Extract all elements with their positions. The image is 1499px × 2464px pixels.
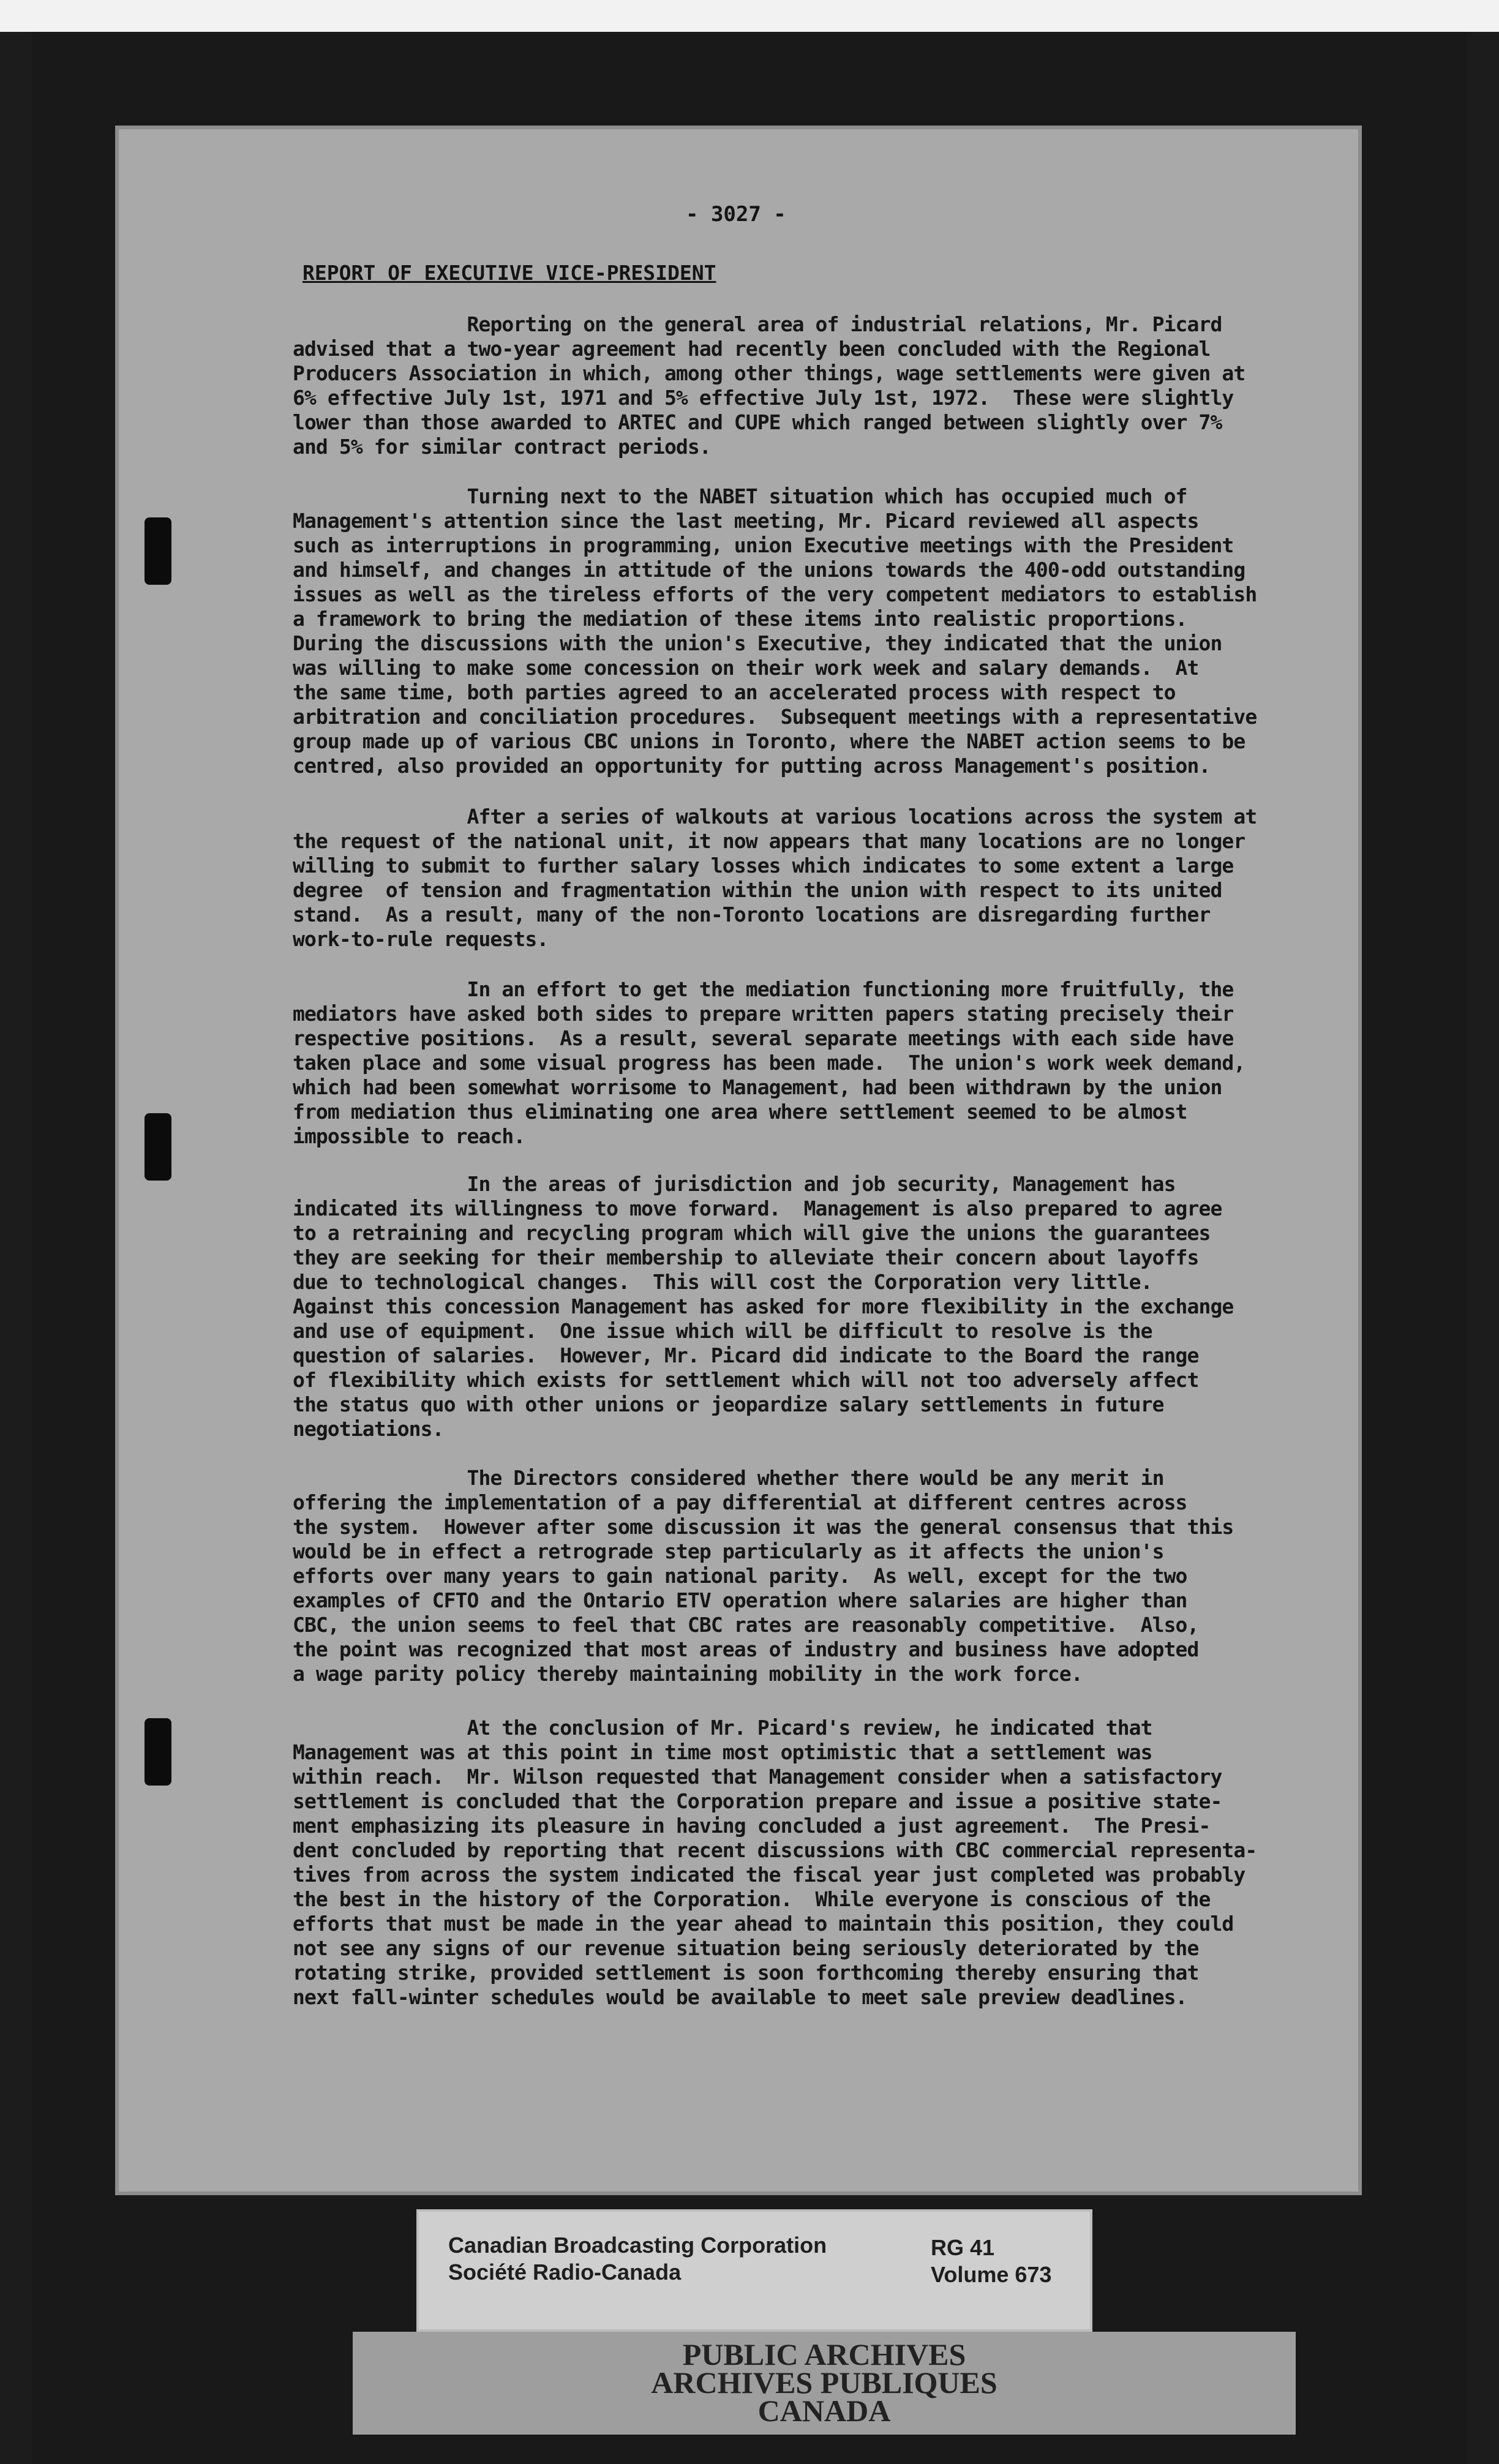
paragraph-5: In the areas of jurisdiction and job security, Management has indicated its willingness to move forward. Management is also prepared to agree to a retraining and recycling program which will give the unions the guarantees they are seeking for their membership to alleviate their concern about layoffs due to technological changes. This will cost the Corporation very little. Against this concession Management has asked for more flexibility in the exchange and use of equipment. One issue which will be difficult to resolve is the question of salaries. However, Mr. Picard did indicate to the Board the range of flexibility which exists for settlement which will not too adversely affect the status quo with other unions or jeopardize salary settlements in future negotiations. (293, 1172, 1234, 1441)
paragraph-7: At the conclusion of Mr. Picard's review, he indicated that Management was at this point in time most optimistic that a settlement was within reach. Mr. Wilson requested that Management consider when a satisfactory settlement is concluded that the Corporation prepare and issue a positive state- ment emphasizing its pleasure in having concluded a just agreement. The Presi- dent concluded by reporting that recent discussions with CBC commercial representa- tives from across the system indicated the fiscal year just completed was probably the best in the history of the Corporation. While everyone is conscious of the efforts that must be made in the year ahead to maintain this position, they could not see any signs of our revenue situation being seriously deteriorated by the rotating strike, provided settlement is soon forthcoming thereby ensuring that next fall-winter schedules would be available to meet sale preview deadlines. (293, 1716, 1257, 2009)
volume-number: Volume 673 (931, 2262, 1052, 2287)
archive-label (416, 2209, 1092, 2332)
archive-stamp-line-3: CANADA (757, 2394, 891, 2428)
archive-stamp-line-2: ARCHIVES PUBLIQUES (651, 2365, 997, 2400)
punch-hole-top (145, 517, 171, 585)
paragraph-2: Turning next to the NABET situation which has occupied much of Management's attention since the last meeting, Mr. Picard reviewed all aspects such as interruptions in programming, union Executive meetings with the President and himself, and changes in attitude of the unions towards the 400-odd outstanding issues as well as the tireless efforts of the very competent mediators to establish a framework to bring the mediation of these items into realistic proportions. During the discussions with the union's Executive, they indicated that the union was willing to make some concession on their work week and salary demands. At the same time, both parties agreed to an accelerated process with respect to arbitration and conciliation procedures. Subsequent meetings with a representative group made up of various CBC unions in Toronto, where the NABET action seems to be centred, also provided an opportunity for putting across Management's position. (293, 484, 1257, 778)
paragraph-4: In an effort to get the mediation functioning more fruitfully, the mediators have asked both sides to prepare written papers stating precisely their respective positions. As a result, several separate meetings with each side have taken place and some visual progress has been made. The union's work week demand, which had been somewhat worrisome to Management, had been withdrawn by the union from mediation thus eliminating one area where settlement seemed to be almost impossible to reach. (293, 977, 1245, 1148)
paragraph-3: After a series of walkouts at various locations across the system at the request of the national unit, it now appears that many locations are no longer willing to submit to further salary losses which indicates to some extent a large degree of tension and fragmentation within the union with respect to its united stand. As a result, many of the non-Toronto locations are disregarding further work-to-rule requests. (293, 805, 1257, 951)
org-name-en: Canadian Broadcasting Corporation (448, 2233, 827, 2258)
section-heading: REPORT OF EXECUTIVE VICE-PRESIDENT (302, 261, 716, 285)
scan-top-border (0, 0, 1499, 32)
paragraph-1: Reporting on the general area of industrial relations, Mr. Picard advised that a two-year agreement had recently been concluded with the Regional Producers Association in which, among other things, wage settlements were given at 6% effective July 1st, 1971 and 5% effective July 1st, 1972. These were slightly lower than those awarded to ARTEC and CUPE which ranged between slightly over 7% and 5% for similar contract periods. (293, 312, 1245, 459)
punch-hole-middle (145, 1113, 171, 1181)
punch-hole-bottom (145, 1718, 171, 1786)
page-number: - 3027 - (686, 202, 786, 227)
archive-stamp-line-1: PUBLIC ARCHIVES (682, 2337, 966, 2372)
paragraph-6: The Directors considered whether there would be any merit in offering the implementation of a pay differential at different centres across the system. However after some discussion it was the general consensus that this would be in effect a retrograde step particularly as it affects the union's efforts over many years to gain national parity. As well, except for the two examples of CFTO and the Ontario ETV operation where salaries are higher than CBC, the union seems to feel that CBC rates are reasonably competitive. Also, the point was recognized that most areas of industry and business have adopted a wage parity policy thereby maintaining mobility in the work force. (293, 1466, 1234, 1686)
record-group: RG 41 (931, 2235, 995, 2260)
archive-stamp (353, 2332, 1296, 2435)
org-name-fr: Société Radio-Canada (448, 2259, 682, 2285)
